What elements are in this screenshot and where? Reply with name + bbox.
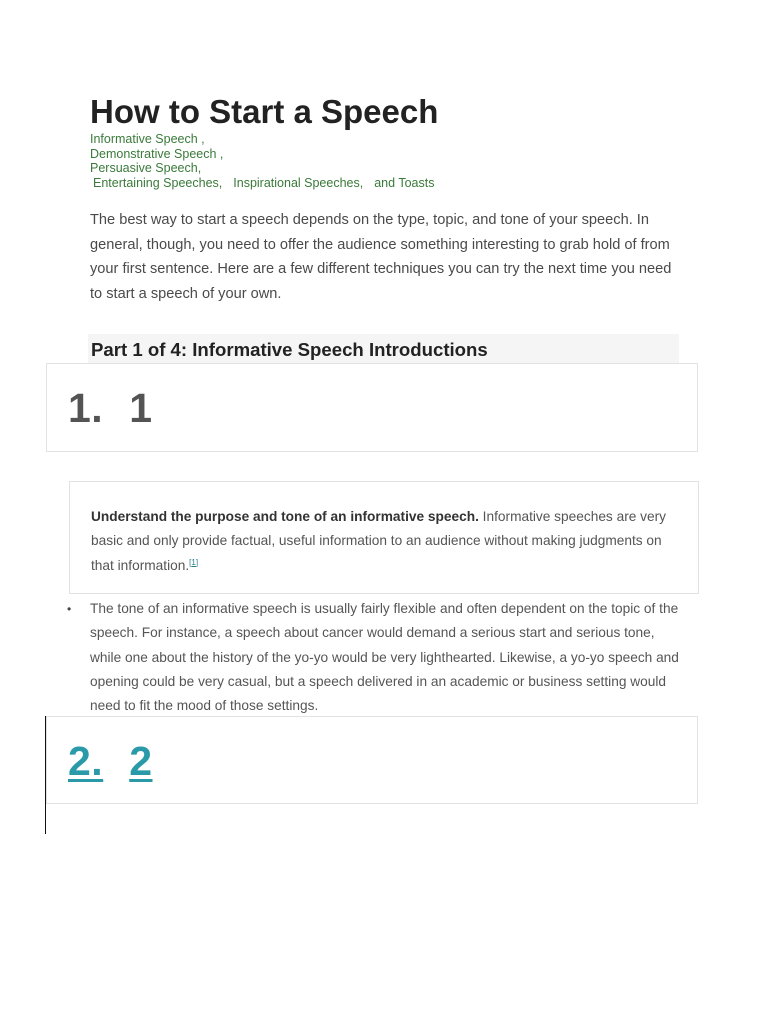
category-link-entertaining[interactable]: Entertaining Speeches, xyxy=(93,175,223,190)
step-1-bullet-text: The tone of an informative speech is usually fairly flexible and often dependent on the topic of the speech. For instance, a speech about cancer would demand a serious start and serious tone, while one about the history of the yo-yo would be very lighthearted. Likewise, a yo-yo speech and opening could be very casual, but a speech delivered in an academic or business setting would need to fit the mood of those settings. xyxy=(90,601,679,714)
category-link-persuasive[interactable]: Persuasive Speech, xyxy=(90,161,202,175)
step-1-description xyxy=(69,481,699,594)
step-1-number-value: 1 xyxy=(129,385,153,431)
step-1-bullets xyxy=(66,597,686,718)
category-links xyxy=(90,132,434,190)
list-item xyxy=(66,597,686,718)
category-link-informative[interactable]: Informative Speech , xyxy=(90,132,205,146)
bullet-icon: • xyxy=(67,602,72,616)
step-2-list-marker: 2. xyxy=(68,738,104,784)
step-2-number-value: 2 xyxy=(129,738,153,784)
intro-paragraph: The best way to start a speech depends on the type, topic, and tone of your speech. In general, though, you need to offer the audience something interesting to grab hold of from your first sentence. Here are a few different techniques you can try the next time you need to start a speech of your own. xyxy=(90,212,672,302)
reference-marker xyxy=(189,558,198,567)
step-1-text xyxy=(91,505,681,578)
category-link-demonstrative[interactable]: Demonstrative Speech , xyxy=(90,146,224,161)
text-cursor-line xyxy=(45,716,46,834)
part-title: Part 1 of 4: Informative Speech Introductions xyxy=(91,339,488,360)
step-1-list-marker: 1. xyxy=(68,385,104,431)
part-header xyxy=(88,334,679,364)
step-2-number-link[interactable] xyxy=(68,738,153,784)
step-1-header xyxy=(46,363,698,452)
step-1-lead: Understand the purpose and tone of an informative speech. xyxy=(91,509,479,524)
category-link-toasts[interactable]: and Toasts xyxy=(374,175,435,190)
step-2-header xyxy=(46,716,698,804)
step-1-number xyxy=(68,385,153,431)
step-1-body: Informative speeches are very basic and only provide factual, useful information to an audience without making judgments on that information. xyxy=(91,509,667,573)
category-link-inspirational[interactable]: Inspirational Speeches, xyxy=(233,175,364,190)
reference-link-1[interactable]: [1] xyxy=(189,557,199,567)
page-title: How to Start a Speech xyxy=(90,93,439,130)
